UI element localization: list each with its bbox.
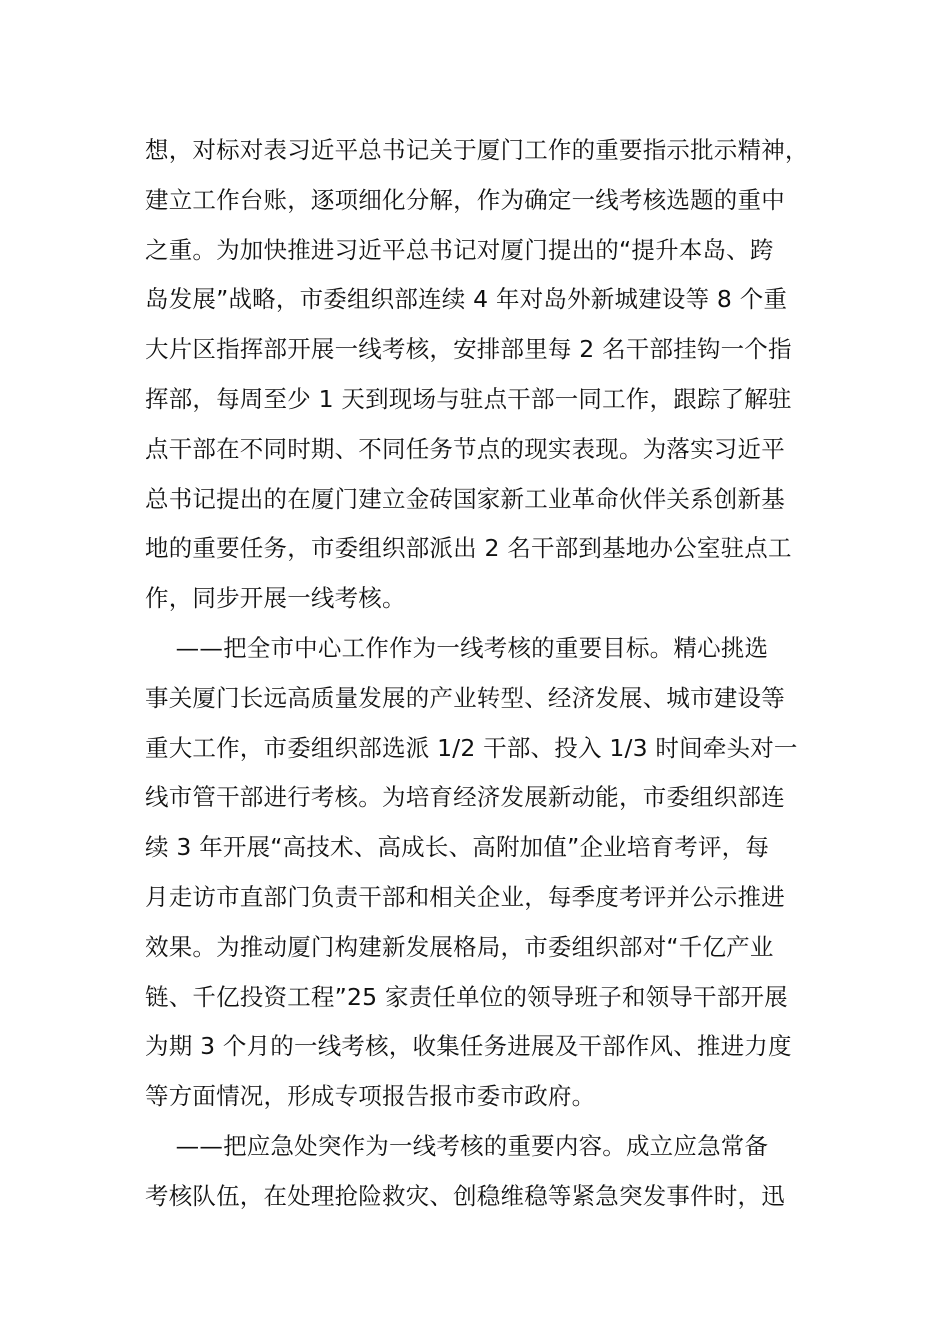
text-line: 续 3 年开展“高技术、高成长、高附加值”企业培育考评，每: [145, 833, 770, 862]
text-line: 线市管干部进行考核。为培育经济发展新动能，市委组织部连: [145, 783, 785, 812]
text-line: 想，对标对表习近平总书记关于厦门工作的重要指示批示精神，: [145, 136, 809, 164]
text-line: 为期 3 个月的一线考核，收集任务进展及干部作风、推进力度: [145, 1032, 792, 1061]
text-line: 等方面情况，形成专项报告报市委市政府。: [145, 1082, 596, 1111]
text-line: ——把应急处突作为一线考核的重要内容。成立应急常备: [145, 1131, 769, 1160]
text-line: 挥部，每周至少 1 天到现场与驻点干部一同工作，跟踪了解驻: [145, 384, 792, 413]
text-line: 点干部在不同时期、不同任务节点的现实表现。为落实习近平: [145, 434, 785, 463]
text-line: 月走访市直部门负责干部和相关企业，每季度考评并公示推进: [145, 882, 785, 911]
text-line: ——把全市中心工作作为一线考核的重要目标。精心挑选: [145, 633, 769, 662]
text-line: 考核队伍，在处理抢险救灾、创稳维稳等紧急突发事件时，迅: [145, 1181, 785, 1210]
text-line: 事关厦门长远高质量发展的产业转型、经济发展、城市建设等: [145, 683, 785, 712]
text-line: 建立工作台账，逐项细化分解，作为确定一线考核选题的重中: [145, 185, 785, 214]
text-line: 重大工作，市委组织部选派 1/2 干部、投入 1/3 时间牵头对一: [145, 733, 798, 762]
text-line: 总书记提出的在厦门建立金砖国家新工业革命伙伴关系创新基: [145, 484, 785, 513]
text-line: 作，同步开展一线考核。: [145, 584, 406, 613]
text-line: 之重。为加快推进习近平总书记对厦门提出的“提升本岛、跨: [145, 235, 774, 264]
text-line: 大片区指挥部开展一线考核，安排部里每 2 名干部挂钩一个指: [145, 335, 792, 364]
text-line: 地的重要任务，市委组织部派出 2 名干部到基地办公室驻点工: [145, 534, 792, 563]
text-line: 链、千亿投资工程”25 家责任单位的领导班子和领导干部开展: [145, 982, 788, 1011]
text-line: 效果。为推动厦门构建新发展格局，市委组织部对“千亿产业: [145, 932, 774, 961]
text-line: 岛发展”战略，市委组织部连续 4 年对岛外新城建设等 8 个重: [145, 285, 788, 314]
body-text: [145, 126, 810, 1222]
